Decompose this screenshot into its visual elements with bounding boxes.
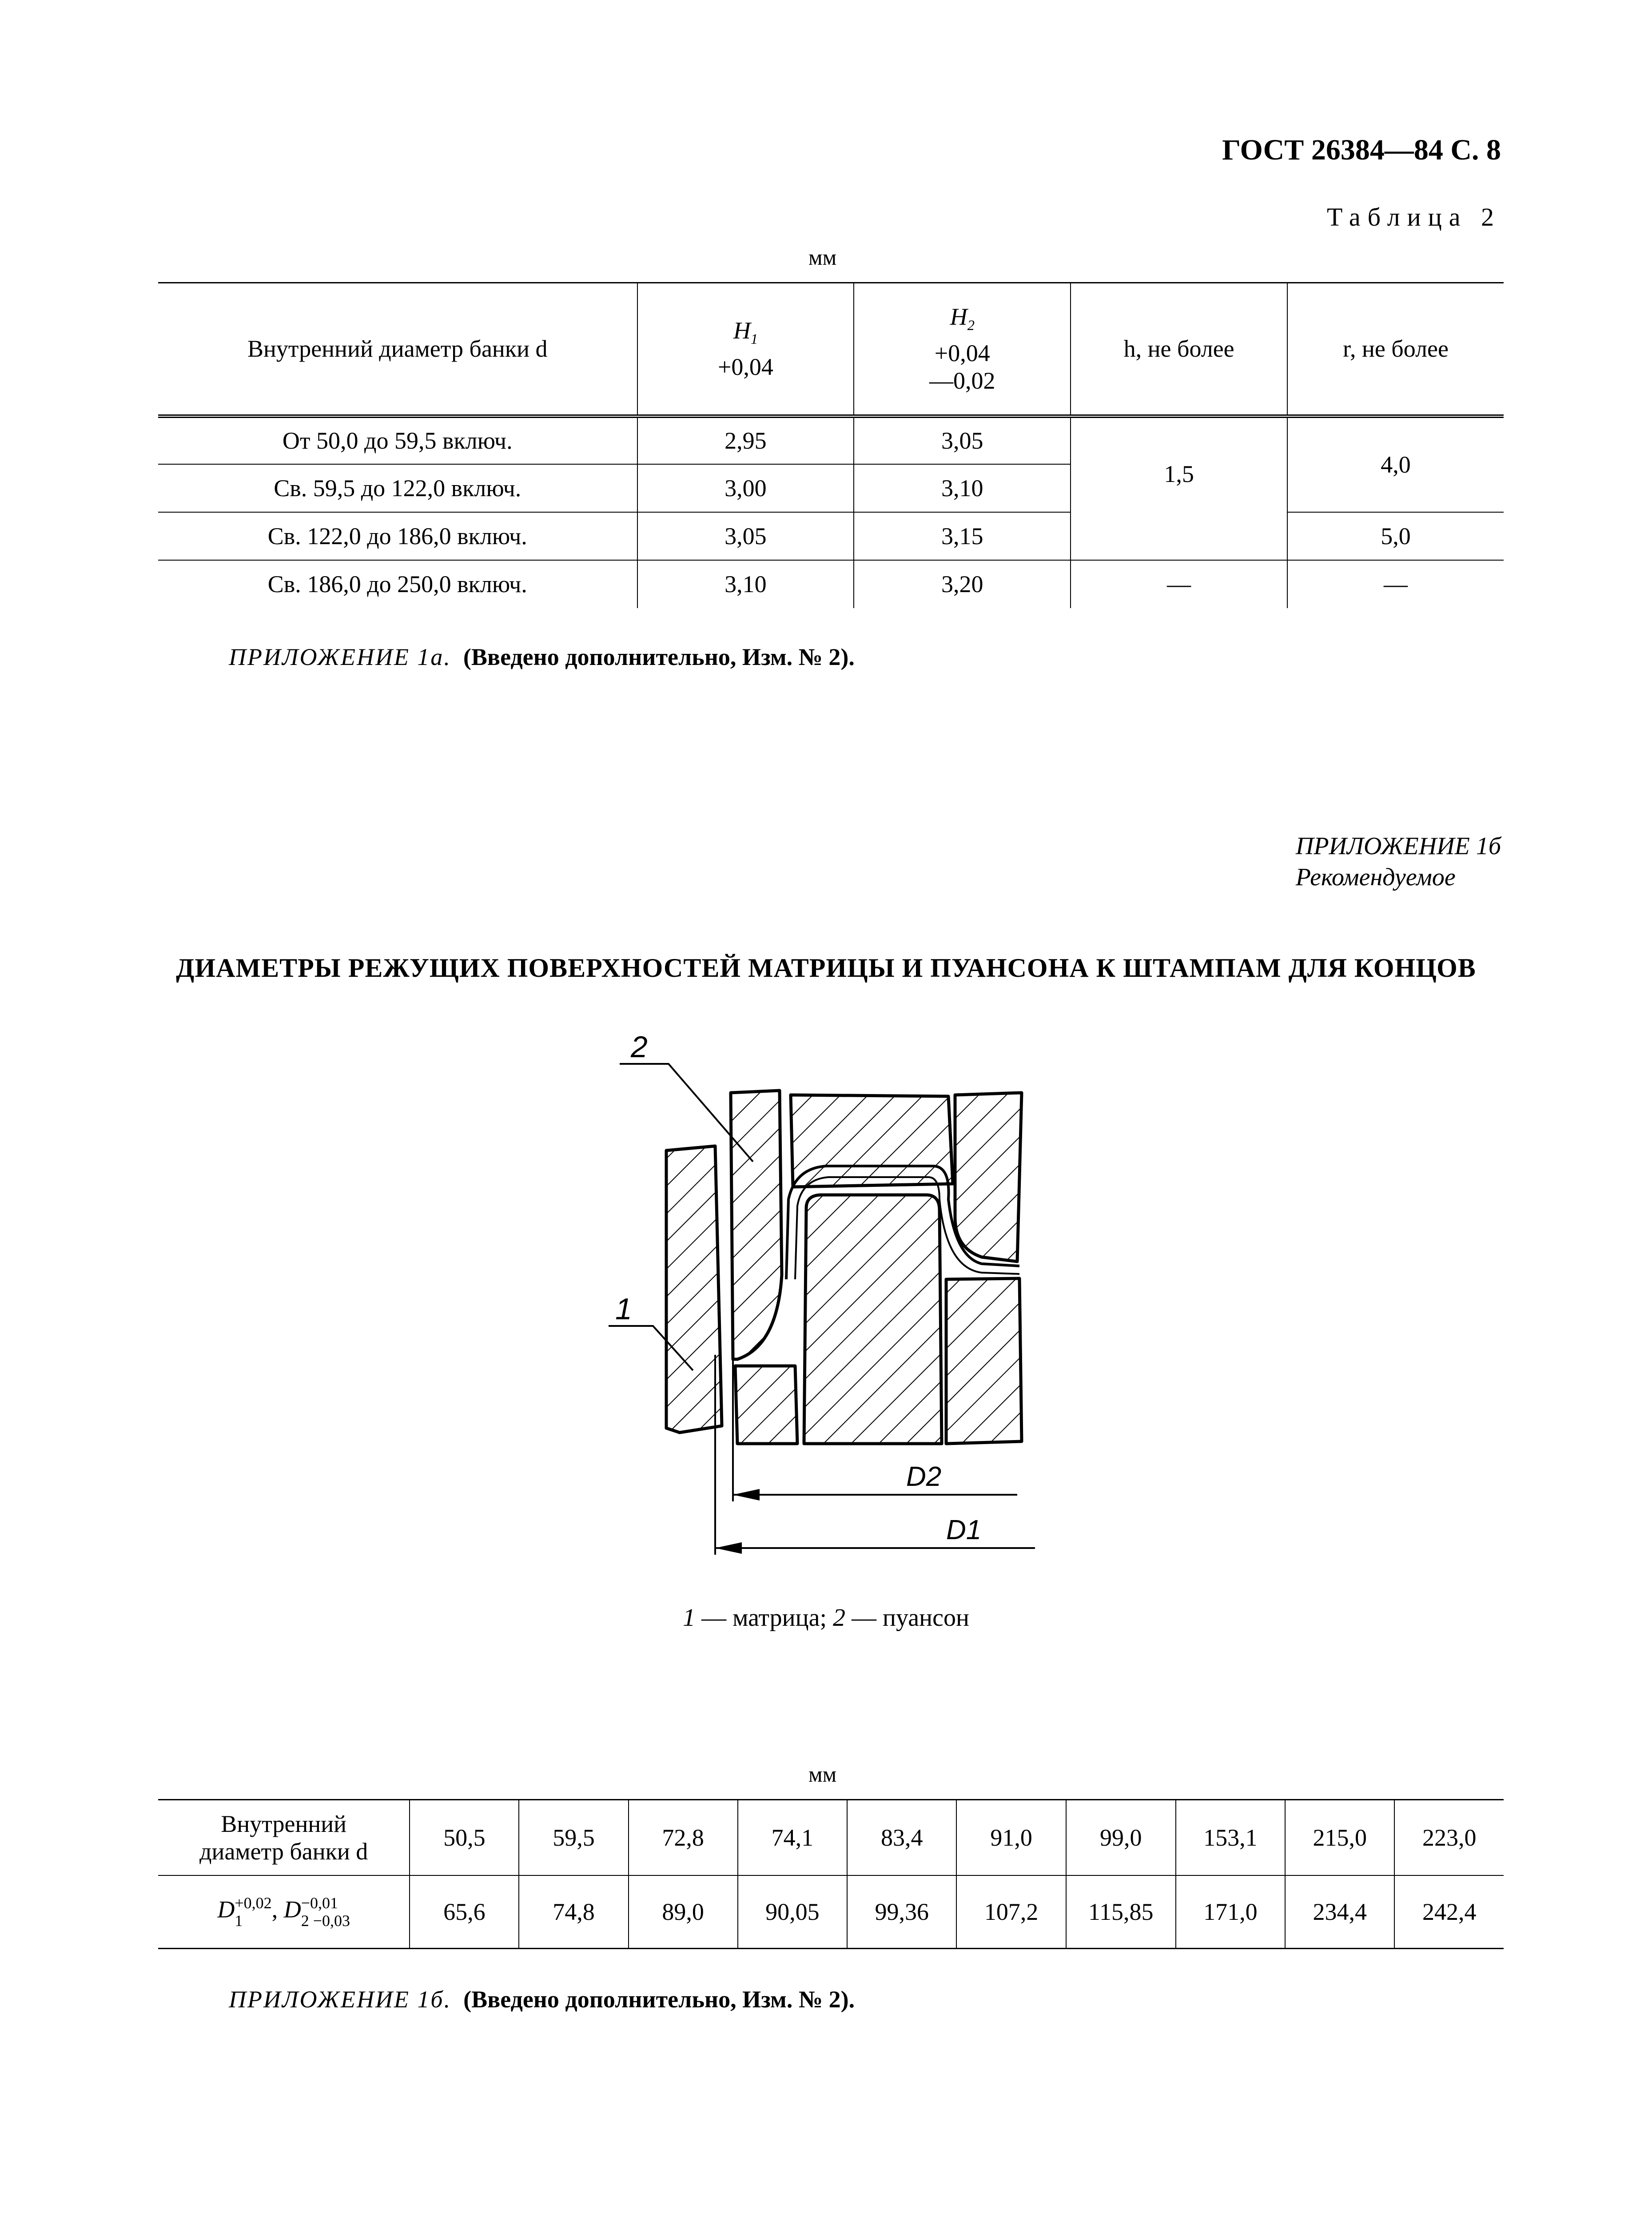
table-cell: 50,5: [410, 1800, 519, 1875]
lower-right-block-shape: [946, 1278, 1022, 1444]
cell-range: Св. 59,5 до 122,0 включ.: [158, 464, 637, 512]
appendix-title: ПРИЛОЖЕНИЕ 1б: [1295, 832, 1501, 860]
table-row-cutting-diameters: [158, 1875, 1504, 1949]
cell-r: 5,0: [1287, 512, 1504, 560]
cell-r: —: [1384, 571, 1408, 597]
table-cell: 91,0: [956, 1800, 1066, 1875]
cell-h: —: [1071, 560, 1287, 608]
cell-h1: 3,05: [637, 512, 854, 560]
header-r: r, не более: [1343, 335, 1449, 362]
diameters-table: [158, 1799, 1504, 1949]
table-cell: 72,8: [629, 1800, 738, 1875]
arrowhead-d2: [733, 1489, 760, 1501]
center-block-shape: [804, 1195, 942, 1444]
cell-h1: 3,10: [637, 560, 854, 608]
cell-range: Св. 186,0 до 250,0 включ.: [158, 560, 637, 608]
document-header: ГОСТ 26384—84 С. 8: [1222, 134, 1501, 166]
cell-h1: 3,00: [637, 464, 854, 512]
table-cell: 171,0: [1176, 1875, 1285, 1949]
table-cell: 234,4: [1285, 1875, 1394, 1949]
table-cell: 74,1: [738, 1800, 847, 1875]
cell-h1: 2,95: [637, 416, 854, 464]
table-cell: 99,0: [1066, 1800, 1176, 1875]
cell-r-merged: 4,0: [1287, 416, 1504, 512]
arrowhead-d1: [715, 1542, 742, 1554]
label-matrix: 1: [615, 1292, 632, 1326]
table-cell: 215,0: [1285, 1800, 1394, 1875]
label-d2: D2: [906, 1461, 942, 1492]
header-diameter: Внутренний диаметр банки d: [158, 283, 637, 416]
cell-h-merged: 1,5: [1071, 416, 1287, 560]
label-punch: 2: [631, 1030, 648, 1064]
header-h2: $H_2$ +0,04 —0,02: [854, 283, 1071, 416]
table-unit: мм: [808, 245, 837, 270]
cell-h2: 3,10: [854, 464, 1071, 512]
table-cell: 90,05: [738, 1875, 847, 1949]
matrix-part-shape: [666, 1146, 722, 1433]
figure-caption: 1 — матрица; 2 — пуансон: [683, 1604, 969, 1632]
row-label-inner-diameter: Внутренний диаметр банки d: [158, 1800, 410, 1875]
table-cell: 59,5: [519, 1800, 628, 1875]
section-title: ДИАМЕТРЫ РЕЖУЩИХ ПОВЕРХНОСТЕЙ МАТРИЦЫ И ПУАНСОНА К ШТАМПАМ ДЛЯ КОНЦОВ: [176, 953, 1476, 983]
table-cell: 74,8: [519, 1875, 628, 1949]
appendix-1a-note: ПРИЛОЖЕНИЕ 1а. (Введено дополнительно, Изм. № 2).: [229, 644, 855, 670]
table-cell: 153,1: [1176, 1800, 1285, 1875]
upper-block-shape: [791, 1095, 953, 1187]
appendix-1b-note: ПРИЛОЖЕНИЕ 1б. (Введено дополнительно, Изм. № 2).: [229, 1986, 855, 2013]
header-h: h, не более: [1071, 283, 1287, 416]
row-label-d1-d2: D+0,02 1 , D−0,01 2 −0,03: [158, 1875, 410, 1949]
cell-range: Св. 122,0 до 186,0 включ.: [158, 512, 637, 560]
table-label: Таблица 2: [1326, 203, 1501, 231]
lower-left-block-shape: [735, 1366, 797, 1444]
header-h1: $H_1$ +0,04: [637, 283, 854, 416]
table-cell: 83,4: [847, 1800, 956, 1875]
table-cell: 99,36: [847, 1875, 956, 1949]
table-row-inner-diameter: [158, 1800, 1504, 1875]
table-unit: мм: [808, 1762, 837, 1787]
cell-h2: 3,15: [854, 512, 1071, 560]
table-cell: 89,0: [629, 1875, 738, 1949]
cell-h2: 3,20: [854, 560, 1071, 608]
cell-h2: 3,05: [854, 416, 1071, 464]
table-cell: 107,2: [956, 1875, 1066, 1949]
table-cell: 115,85: [1066, 1875, 1176, 1949]
punch-part-shape: [731, 1091, 782, 1359]
table-cell: 242,4: [1422, 1898, 1477, 1925]
table-cell: 223,0: [1422, 1824, 1477, 1851]
appendix-subtitle: Рекомендуемое: [1295, 864, 1456, 891]
label-d1: D1: [946, 1515, 982, 1545]
cell-range: От 50,0 до 59,5 включ.: [158, 416, 637, 464]
table-cell: 65,6: [410, 1875, 519, 1949]
upper-right-block-shape: [955, 1093, 1022, 1262]
